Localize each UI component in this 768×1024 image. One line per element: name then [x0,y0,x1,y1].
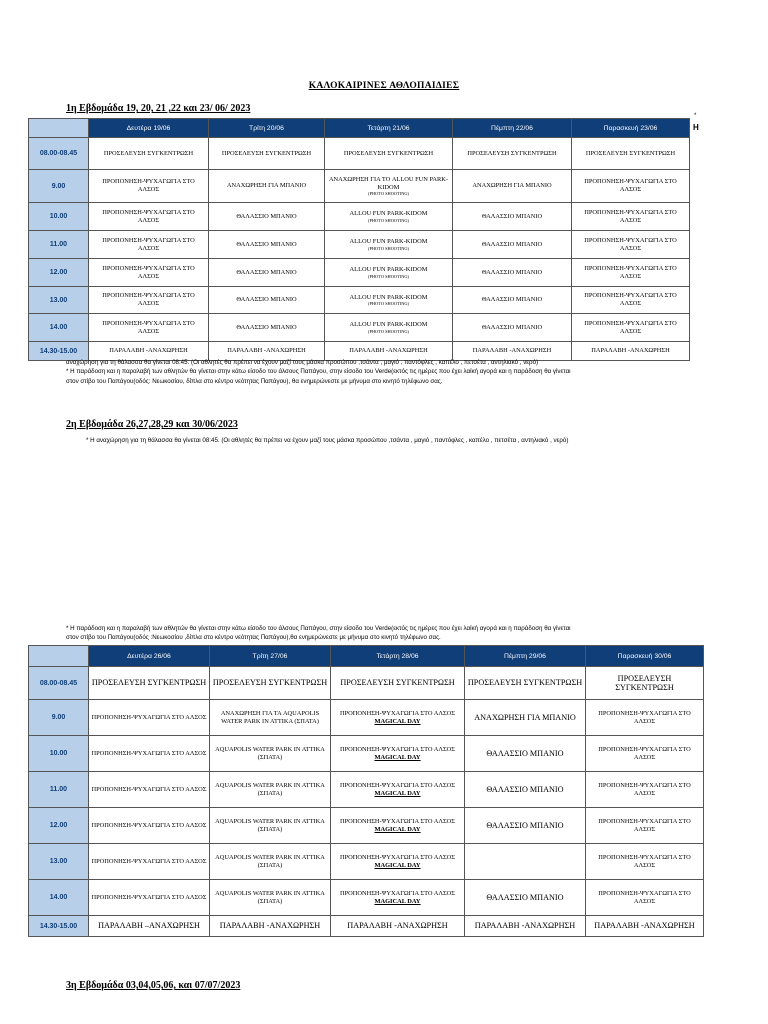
schedule-cell [586,916,704,937]
schedule-cell [89,259,209,287]
table-row [29,880,704,916]
activity-label: ΠΡΟΠΟΝΗΣΗ-ΨΥΧΑΓΩΓΙΑ ΣΤΟ ΑΛΣΟΣ [584,178,677,193]
activity-label: ΠΡΟΠΟΝΗΣΗ-ΨΥΧΑΓΩΓΙΑ ΣΤΟ ΑΛΣΟΣ [102,319,195,335]
activity-label: ΘΑΛΑΣΣΙΟ ΜΠΑΝΙΟ [481,268,543,276]
time-slot: 12.00 [29,259,89,287]
schedule-cell [209,203,325,231]
activity-label: ΠΡΟΠΟΝΗΣΗ-ΨΥΧΑΓΩΓΙΑ ΣΤΟ ΑΛΣΟΣ [339,745,456,753]
table-row [29,138,690,170]
schedule-cell [325,138,453,170]
schedule-cell [89,138,209,170]
activity-label: ΘΑΛΑΣΣΙΟ ΜΠΑΝΙΟ [236,268,297,276]
schedule-cell [89,916,210,937]
day-header: Τρίτη 20/06 [209,119,325,138]
activity-label: ΠΡΟΠΟΝΗΣΗ-ΨΥΧΑΓΩΓΙΑ ΣΤΟ ΑΛΣΟΣ [102,236,195,252]
photo-shooting-note: (PHOTO SHOOTING) [367,217,410,223]
table-row [29,916,704,937]
schedule-cell [572,138,690,170]
schedule-cell [572,203,690,231]
header-corner [29,119,89,138]
activity-label: ΘΑΛΑΣΣΙΟ ΜΠΑΝΙΟ [236,296,297,304]
schedule-cell [465,736,586,772]
activity-label: ΑΝΑΧΩΡΗΣΗ ΓΙΑ ΤΟ ALLOU FUN PARK-KIDOM [328,175,449,191]
schedule-cell [586,667,704,700]
activity-label: ΠΡΟΠΟΝΗΣΗ-ΨΥΧΑΓΩΓΙΑ ΣΤΟ ΑΛΣΟΣ [598,745,691,761]
schedule-cell [453,259,572,287]
table-row [29,667,704,700]
day-header: Πέμπτη 29/06 [465,646,586,667]
schedule-cell [453,314,572,342]
schedule-cell [586,844,704,880]
table-row [29,772,704,808]
schedule-cell [89,231,209,259]
activity-label: ΠΡΟΣΕΛΕΥΣΗ ΣΥΓΚΕΝΤΡΩΣΗ [343,149,434,157]
table-row [29,342,690,361]
schedule-cell [331,700,465,736]
activity-label: ΠΡΟΠΟΝΗΣΗ-ΨΥΧΑΓΩΓΙΑ ΣΤΟ ΑΛΣΟΣ [339,709,456,717]
week1-side-asterisk: * [694,113,697,119]
schedule-cell [210,772,331,808]
schedule-cell [89,808,210,844]
activity-label: ΠΡΟΠΟΝΗΣΗ-ΨΥΧΑΓΩΓΙΑ ΣΤΟ ΑΛΣΟΣ [339,853,456,861]
activity-label: AQUAPOLIS WATER PARK IN ATTIKA (ΣΠΑΤΑ) [215,853,325,869]
activity-label: ΠΡΟΣΕΛΕΥΣΗ ΣΥΓΚΕΝΤΡΩΣΗ [212,678,328,688]
magical-day-label: MAGICAL DAY [374,861,421,869]
activity-label: AQUAPOLIS WATER PARK IN ATTIKA (ΣΠΑΤΑ) [215,745,325,761]
time-slot: 11.00 [29,231,89,259]
activity-label: ΠΡΟΠΟΝΗΣΗ-ΨΥΧΑΓΩΓΙΑ ΣΤΟ ΑΛΣΟΣ [598,889,691,905]
photo-shooting-note: (PHOTO SHOOTING) [367,328,410,334]
activity-label: ΠΑΡΑΛΑΒΗ -ΑΝΑΧΩΡΗΣΗ [227,347,306,355]
schedule-cell [210,700,331,736]
schedule-cell [89,287,209,314]
schedule-cell [209,259,325,287]
table-row [29,203,690,231]
week1-note-pickup: * Η παράδοση και η παραλαβή των αθλητών θα γίνεται στην κάτω είσοδο του άλσους Παπάγου, στην είσοδο του Verde(εκτός τις ημέρες που έχει λαϊκή αγορά και η παράδοση θα γίνεται [66,368,571,375]
photo-shooting-note: (PHOTO SHOOTING) [367,245,410,251]
time-slot: 11.00 [29,772,89,808]
table-row [29,314,690,342]
day-header: Δευτέρα 19/06 [89,119,209,138]
activity-label: ΠΑΡΑΛΑΒΗ –ΑΝΑΧΩΡΗΣΗ [98,921,200,931]
table-row [29,808,704,844]
time-slot: 13.00 [29,844,89,880]
activity-label: ΠΡΟΣΕΛΕΥΣΗ ΣΥΓΚΕΝΤΡΩΣΗ [467,149,557,157]
time-slot: 14.00 [29,880,89,916]
time-slot: 14.30-15.00 [29,916,89,937]
time-slot: 13.00 [29,287,89,314]
activity-label: ΠΡΟΠΟΝΗΣΗ-ΨΥΧΑΓΩΓΙΑ ΣΤΟ ΑΛΣΟΣ [339,889,456,897]
activity-label: ΠΡΟΠΟΝΗΣΗ-ΨΥΧΑΓΩΓΙΑ ΣΤΟ ΑΛΣΟΣ [91,893,207,901]
activity-label: ALLOU FUN PARK-KIDOM [349,238,428,246]
activity-label: ΑΝΑΧΩΡΗΣΗ ΓΙΑ ΜΠΑΝΙΟ [472,182,552,190]
activity-label: ΠΑΡΑΛΑΒΗ -ΑΝΑΧΩΡΗΣΗ [591,347,670,355]
day-header: Δευτέρα 26/06 [89,646,210,667]
schedule-cell [586,880,704,916]
table-row [29,170,690,203]
schedule-cell [465,844,586,880]
table-row [29,700,704,736]
day-header: Παρασκευή 30/06 [586,646,704,667]
week2-note-pickup: * Η παράδοση και η παραλαβή των αθλητών θα γίνεται στην κάτω είσοδο του άλσους Παπάγου, στην είσοδο του Verde(εκτός τις ημέρες που έχει λαϊκή αγορά και η παράδοση θα γίνεται [66,625,571,632]
header-corner [29,646,89,667]
activity-label: ΠΑΡΑΛΑΒΗ -ΑΝΑΧΩΡΗΣΗ [349,347,428,355]
activity-label: ΑΝΑΧΩΡΗΣΗ ΓΙΑ ΜΠΑΝΙΟ [474,712,576,722]
activity-label: ΠΡΟΠΟΝΗΣΗ-ΨΥΧΑΓΩΓΙΑ ΣΤΟ ΑΛΣΟΣ [102,208,195,224]
schedule-cell [210,880,331,916]
time-slot: 10.00 [29,736,89,772]
schedule-cell [89,736,210,772]
activity-label: ALLOU FUN PARK-KIDOM [349,293,428,301]
schedule-cell [325,314,453,342]
activity-label: ΠΑΡΑΛΑΒΗ -ΑΝΑΧΩΡΗΣΗ [594,921,695,931]
magical-day-label: MAGICAL DAY [374,897,421,905]
activity-label: ΠΡΟΠΟΝΗΣΗ-ΨΥΧΑΓΩΓΙΑ ΣΤΟ ΑΛΣΟΣ [91,785,207,793]
activity-label: ALLOU FUN PARK-KIDOM [349,321,428,329]
activity-label: AQUAPOLIS WATER PARK IN ATTIKA (ΣΠΑΤΑ) [215,817,325,833]
photo-shooting-note: (PHOTO SHOOTING) [367,301,410,307]
activity-label: ΑΝΑΧΩΡΗΣΗ ΓΙΑ ΤΑ AQUAPOLIS WATER PARK IN ATTIKA (ΣΠΑΤΑ) [220,709,320,725]
schedule-cell [209,138,325,170]
activity-label: AQUAPOLIS WATER PARK IN ATTIKA (ΣΠΑΤΑ) [215,781,325,797]
activity-label: ΑΝΑΧΩΡΗΣΗ ΓΙΑ ΜΠΑΝΙΟ [226,182,307,190]
time-slot: 08.00-08.45 [29,667,89,700]
activity-label: ΘΑΛΑΣΣΙΟ ΜΠΑΝΙΟ [486,748,564,758]
activity-label: ΠΡΟΠΟΝΗΣΗ-ΨΥΧΑΓΩΓΙΑ ΣΤΟ ΑΛΣΟΣ [584,264,677,280]
schedule-cell [325,203,453,231]
schedule-cell [89,170,209,203]
activity-label: AQUAPOLIS WATER PARK IN ATTIKA (ΣΠΑΤΑ) [215,889,325,905]
table-row [29,231,690,259]
activity-label: ΠΡΟΠΟΝΗΣΗ-ΨΥΧΑΓΩΓΙΑ ΣΤΟ ΑΛΣΟΣ [598,781,691,797]
activity-label: ΠΡΟΣΕΛΕΥΣΗ ΣΥΓΚΕΝΤΡΩΣΗ [615,673,674,692]
schedule-cell [572,287,690,314]
schedule-cell [465,880,586,916]
schedule-cell [572,342,690,361]
schedule-cell [453,231,572,259]
schedule-cell [572,170,690,203]
activity-label: ΠΑΡΑΛΑΒΗ -ΑΝΑΧΩΡΗΣΗ [109,347,188,355]
schedule-cell [465,808,586,844]
activity-label: ΠΡΟΣΕΛΕΥΣΗ ΣΥΓΚΕΝΤΡΩΣΗ [91,678,207,688]
week3-heading: 3η Εβδομάδα 03,04,05,06, και 07/07/2023 [66,980,241,991]
schedule-cell [453,342,572,361]
activity-label: ΠΡΟΠΟΝΗΣΗ-ΨΥΧΑΓΩΓΙΑ ΣΤΟ ΑΛΣΟΣ [91,749,207,757]
week2-note-departure: * Η αναχώρηση για τη θάλασσα θα γίνεται 08:45. (Οι αθλητές θα πρέπει να έχουν μαζί τους μάσκα προσώπου ,τσάντα , μαγιό , παντόφλες , καπέλο , πετσέτα , αντηλιακό , νερό) [86,437,569,444]
page-title: ΚΑΛΟΚΑΙΡΙΝΕΣ ΑΘΛΟΠΑΙΔΙΕΣ [308,81,460,91]
week2-note-pickup-cont: στον στίβο του Παπάγου(οδός :Νεωκοσίου ,δίπλα στο κέντρο νεότητας Παπάγου),θα ενημερώνεστε με μήνυμα στο κινητό τηλέφωνο σας. [66,634,441,641]
schedule-cell [325,231,453,259]
day-header: Τετάρτη 28/06 [331,646,465,667]
activity-label: ΘΑΛΑΣΣΙΟ ΜΠΑΝΙΟ [481,296,543,304]
week2-heading: 2η Εβδομάδα 26,27,28,29 και 30/06/2023 [66,419,238,430]
day-header: Τρίτη 27/06 [210,646,331,667]
time-slot: 08.00-08.45 [29,138,89,170]
activity-label: ΠΡΟΠΟΝΗΣΗ-ΨΥΧΑΓΩΓΙΑ ΣΤΟ ΑΛΣΟΣ [102,264,195,280]
activity-label: ΠΡΟΣΕΛΕΥΣΗ ΣΥΓΚΕΝΤΡΩΣΗ [340,678,455,688]
schedule-cell [331,772,465,808]
activity-label: ΠΡΟΣΕΛΕΥΣΗ ΣΥΓΚΕΝΤΡΩΣΗ [467,678,583,688]
schedule-cell [210,736,331,772]
schedule-cell [89,772,210,808]
activity-label: ΘΑΛΑΣΣΙΟ ΜΠΑΝΙΟ [481,240,543,248]
schedule-cell [465,667,586,700]
schedule-cell [89,203,209,231]
time-slot: 14.30-15.00 [29,342,89,361]
schedule-cell [586,808,704,844]
activity-label: ΠΡΟΠΟΝΗΣΗ-ΨΥΧΑΓΩΓΙΑ ΣΤΟ ΑΛΣΟΣ [598,709,691,725]
activity-label: ΠΡΟΠΟΝΗΣΗ-ΨΥΧΑΓΩΓΙΑ ΣΤΟ ΑΛΣΟΣ [584,319,677,335]
schedule-cell [209,342,325,361]
activity-label: ΘΑΛΑΣΣΙΟ ΜΠΑΝΙΟ [236,240,297,248]
photo-shooting-note: (PHOTO SHOOTING) [367,191,410,197]
schedule-cell [453,287,572,314]
schedule-cell [89,844,210,880]
schedule-cell [325,342,453,361]
day-header: Πέμπτη 22/06 [453,119,572,138]
schedule-cell [89,700,210,736]
schedule-cell [209,231,325,259]
time-slot: 14.00 [29,314,89,342]
activity-label: ΠΡΟΣΕΛΕΥΣΗ ΣΥΓΚΕΝΤΡΩΣΗ [103,149,194,157]
activity-label: ΠΡΟΠΟΝΗΣΗ-ΨΥΧΑΓΩΓΙΑ ΣΤΟ ΑΛΣΟΣ [598,853,691,869]
time-slot: 9.00 [29,700,89,736]
schedule-cell [572,231,690,259]
activity-label: ΘΑΛΑΣΣΙΟ ΜΠΑΝΙΟ [236,212,297,220]
photo-shooting-note: (PHOTO SHOOTING) [367,273,410,279]
activity-label: ΘΑΛΑΣΣΙΟ ΜΠΑΝΙΟ [236,323,297,331]
week1-note-departure: αναχώρηση για τη θάλασσα θα γίνεται 08:45. (Οι αθλητές θα πρέπει να έχουν μαζί τους μάσκα προσώπου ,τσάντα , μαγιό , παντόφλες , καπέλο , πετσέτα , αντηλιακό , νερό) [66,359,539,366]
activity-label: ΠΡΟΠΟΝΗΣΗ-ΨΥΧΑΓΩΓΙΑ ΣΤΟ ΑΛΣΟΣ [91,821,207,829]
activity-label: ΘΑΛΑΣΣΙΟ ΜΠΑΝΙΟ [481,212,543,220]
schedule-cell [453,170,572,203]
schedule-cell [209,287,325,314]
schedule-cell [331,844,465,880]
schedule-cell [331,880,465,916]
magical-day-label: MAGICAL DAY [374,825,421,833]
activity-label: ΘΑΛΑΣΣΙΟ ΜΠΑΝΙΟ [486,820,564,830]
week1-schedule-table [28,118,690,361]
schedule-cell [331,808,465,844]
schedule-cell [465,700,586,736]
activity-label: ΠΡΟΠΟΝΗΣΗ-ΨΥΧΑΓΩΓΙΑ ΣΤΟ ΑΛΣΟΣ [598,817,691,833]
schedule-cell [572,259,690,287]
table-row [29,287,690,314]
activity-label: ΠΡΟΠΟΝΗΣΗ-ΨΥΧΑΓΩΓΙΑ ΣΤΟ ΑΛΣΟΣ [102,292,195,307]
schedule-cell [331,667,465,700]
schedule-cell [209,314,325,342]
week2-schedule-table [28,645,704,937]
activity-label: ΠΡΟΠΟΝΗΣΗ-ΨΥΧΑΓΩΓΙΑ ΣΤΟ ΑΛΣΟΣ [584,292,677,307]
schedule-cell [325,170,453,203]
activity-label: ΠΡΟΣΕΛΕΥΣΗ ΣΥΓΚΕΝΤΡΩΣΗ [221,149,312,157]
schedule-cell [572,314,690,342]
activity-label: ΠΡΟΠΟΝΗΣΗ-ΨΥΧΑΓΩΓΙΑ ΣΤΟ ΑΛΣΟΣ [584,236,677,252]
activity-label: ΠΡΟΠΟΝΗΣΗ-ΨΥΧΑΓΩΓΙΑ ΣΤΟ ΑΛΣΟΣ [339,781,456,789]
activity-label: ΠΡΟΣΕΛΕΥΣΗ ΣΥΓΚΕΝΤΡΩΣΗ [585,149,676,157]
schedule-cell [209,170,325,203]
magical-day-label: MAGICAL DAY [374,789,421,797]
schedule-cell [331,916,465,937]
activity-label: ΠΡΟΠΟΝΗΣΗ-ΨΥΧΑΓΩΓΙΑ ΣΤΟ ΑΛΣΟΣ [584,208,677,224]
time-slot: 10.00 [29,203,89,231]
schedule-cell [586,700,704,736]
schedule-cell [453,138,572,170]
schedule-cell [331,736,465,772]
schedule-cell [210,844,331,880]
week1-side-letter: Η [693,123,699,132]
schedule-cell [210,667,331,700]
schedule-cell [465,916,586,937]
activity-label: ΘΑΛΑΣΣΙΟ ΜΠΑΝΙΟ [486,892,564,902]
schedule-cell [89,667,210,700]
time-slot: 12.00 [29,808,89,844]
schedule-cell [210,916,331,937]
day-header: Παρασκευή 23/06 [572,119,690,138]
schedule-cell [465,772,586,808]
schedule-cell [325,287,453,314]
table-row [29,844,704,880]
table-row [29,259,690,287]
activity-label: ΘΑΛΑΣΣΙΟ ΜΠΑΝΙΟ [486,784,564,794]
activity-label: ΠΑΡΑΛΑΒΗ -ΑΝΑΧΩΡΗΣΗ [474,921,576,931]
activity-label: ΠΡΟΠΟΝΗΣΗ-ΨΥΧΑΓΩΓΙΑ ΣΤΟ ΑΛΣΟΣ [102,178,195,193]
schedule-cell [586,736,704,772]
activity-label: ΠΑΡΑΛΑΒΗ -ΑΝΑΧΩΡΗΣΗ [347,921,448,931]
activity-label: ΠΑΡΑΛΑΒΗ -ΑΝΑΧΩΡΗΣΗ [472,347,552,355]
schedule-cell [453,203,572,231]
week1-note-pickup-cont: στον στίβο του Παπάγου(οδός: Νεωκοσίου, δίπλα στο κέντρο νεότητας Παπάγου), θα ενημερώνεστε με μήνυμα στο κινητό τηλέφωνο σας. [66,378,443,385]
schedule-cell [210,808,331,844]
magical-day-label: MAGICAL DAY [374,753,421,761]
magical-day-label: MAGICAL DAY [374,717,421,725]
table-row [29,736,704,772]
time-slot: 9.00 [29,170,89,203]
activity-label: ΘΑΛΑΣΣΙΟ ΜΠΑΝΙΟ [481,323,543,331]
activity-label: ΠΡΟΠΟΝΗΣΗ-ΨΥΧΑΓΩΓΙΑ ΣΤΟ ΑΛΣΟΣ [91,713,207,721]
schedule-cell [325,259,453,287]
activity-label: ΠΡΟΠΟΝΗΣΗ-ΨΥΧΑΓΩΓΙΑ ΣΤΟ ΑΛΣΟΣ [91,857,207,865]
activity-label: ΠΑΡΑΛΑΒΗ -ΑΝΑΧΩΡΗΣΗ [219,921,321,931]
activity-label: ALLOU FUN PARK-KIDOM [349,210,428,218]
schedule-cell [89,342,209,361]
activity-label: ALLOU FUN PARK-KIDOM [349,266,428,274]
schedule-cell [89,880,210,916]
week1-heading: 1η Εβδομάδα 19, 20, 21 ,22 και 23/ 06/ 2023 [66,103,251,114]
activity-label: ΠΡΟΠΟΝΗΣΗ-ΨΥΧΑΓΩΓΙΑ ΣΤΟ ΑΛΣΟΣ [339,817,456,825]
schedule-cell [586,772,704,808]
schedule-cell [89,314,209,342]
day-header: Τετάρτη 21/06 [325,119,453,138]
